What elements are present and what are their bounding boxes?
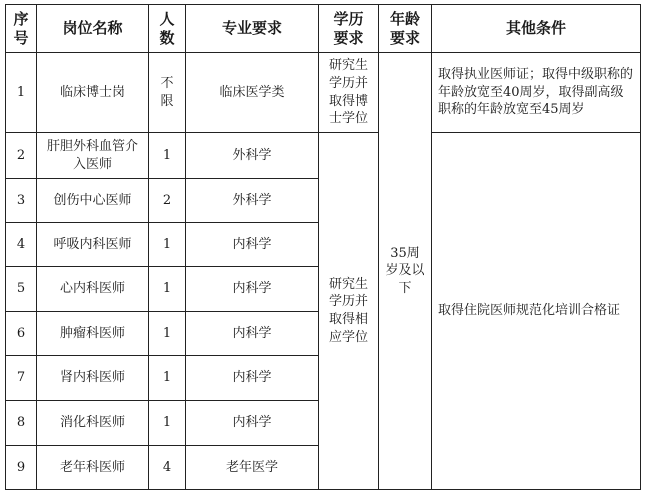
cell-index: 8 [6, 401, 37, 446]
cell-index: 3 [6, 179, 37, 223]
cell-count: 1 [149, 223, 186, 267]
header-count: 人数 [149, 5, 186, 53]
header-index: 序号 [6, 5, 37, 53]
header-education: 学历要求 [319, 5, 379, 53]
cell-position: 临床博士岗 [37, 53, 149, 133]
cell-position: 肝胆外科血管介入医师 [37, 133, 149, 179]
cell-count: 1 [149, 133, 186, 179]
cell-major: 内科学 [186, 356, 319, 401]
cell-position: 心内科医师 [37, 267, 149, 312]
header-age: 年龄要求 [379, 5, 432, 53]
cell-position: 肾内科医师 [37, 356, 149, 401]
cell-count: 1 [149, 356, 186, 401]
header-other: 其他条件 [432, 5, 641, 53]
cell-index: 1 [6, 53, 37, 133]
cell-count: 2 [149, 179, 186, 223]
cell-index: 4 [6, 223, 37, 267]
table-row [6, 53, 641, 133]
cell-position: 呼吸内科医师 [37, 223, 149, 267]
cell-major: 老年医学 [186, 446, 319, 490]
table-row [6, 133, 641, 179]
cell-position: 肿瘤科医师 [37, 312, 149, 356]
cell-other-doctor: 取得执业医师证；取得中级职称的年龄放宽至40周岁，取得副高级职称的年龄放宽至45周岁 [432, 53, 641, 133]
cell-index: 6 [6, 312, 37, 356]
recruitment-table [5, 4, 641, 490]
cell-major: 内科学 [186, 267, 319, 312]
cell-age-requirement: 35周岁及以下 [379, 53, 432, 490]
cell-count: 1 [149, 312, 186, 356]
cell-other-others: 取得住院医师规范化培训合格证 [432, 133, 641, 490]
cell-major: 内科学 [186, 223, 319, 267]
cell-position: 老年科医师 [37, 446, 149, 490]
cell-count: 4 [149, 446, 186, 490]
cell-education-others: 研究生学历并取得相应学位 [319, 133, 379, 490]
cell-major: 内科学 [186, 401, 319, 446]
header-major: 专业要求 [186, 5, 319, 53]
cell-index: 9 [6, 446, 37, 490]
cell-index: 5 [6, 267, 37, 312]
header-position: 岗位名称 [37, 5, 149, 53]
cell-major: 内科学 [186, 312, 319, 356]
cell-index: 7 [6, 356, 37, 401]
cell-major: 外科学 [186, 133, 319, 179]
cell-major: 临床医学类 [186, 53, 319, 133]
header-row [6, 5, 641, 53]
cell-position: 创伤中心医师 [37, 179, 149, 223]
cell-count: 不限 [149, 53, 186, 133]
cell-index: 2 [6, 133, 37, 179]
cell-count: 1 [149, 401, 186, 446]
cell-count: 1 [149, 267, 186, 312]
cell-education-doctor: 研究生学历并取得博士学位 [319, 53, 379, 133]
cell-position: 消化科医师 [37, 401, 149, 446]
cell-major: 外科学 [186, 179, 319, 223]
